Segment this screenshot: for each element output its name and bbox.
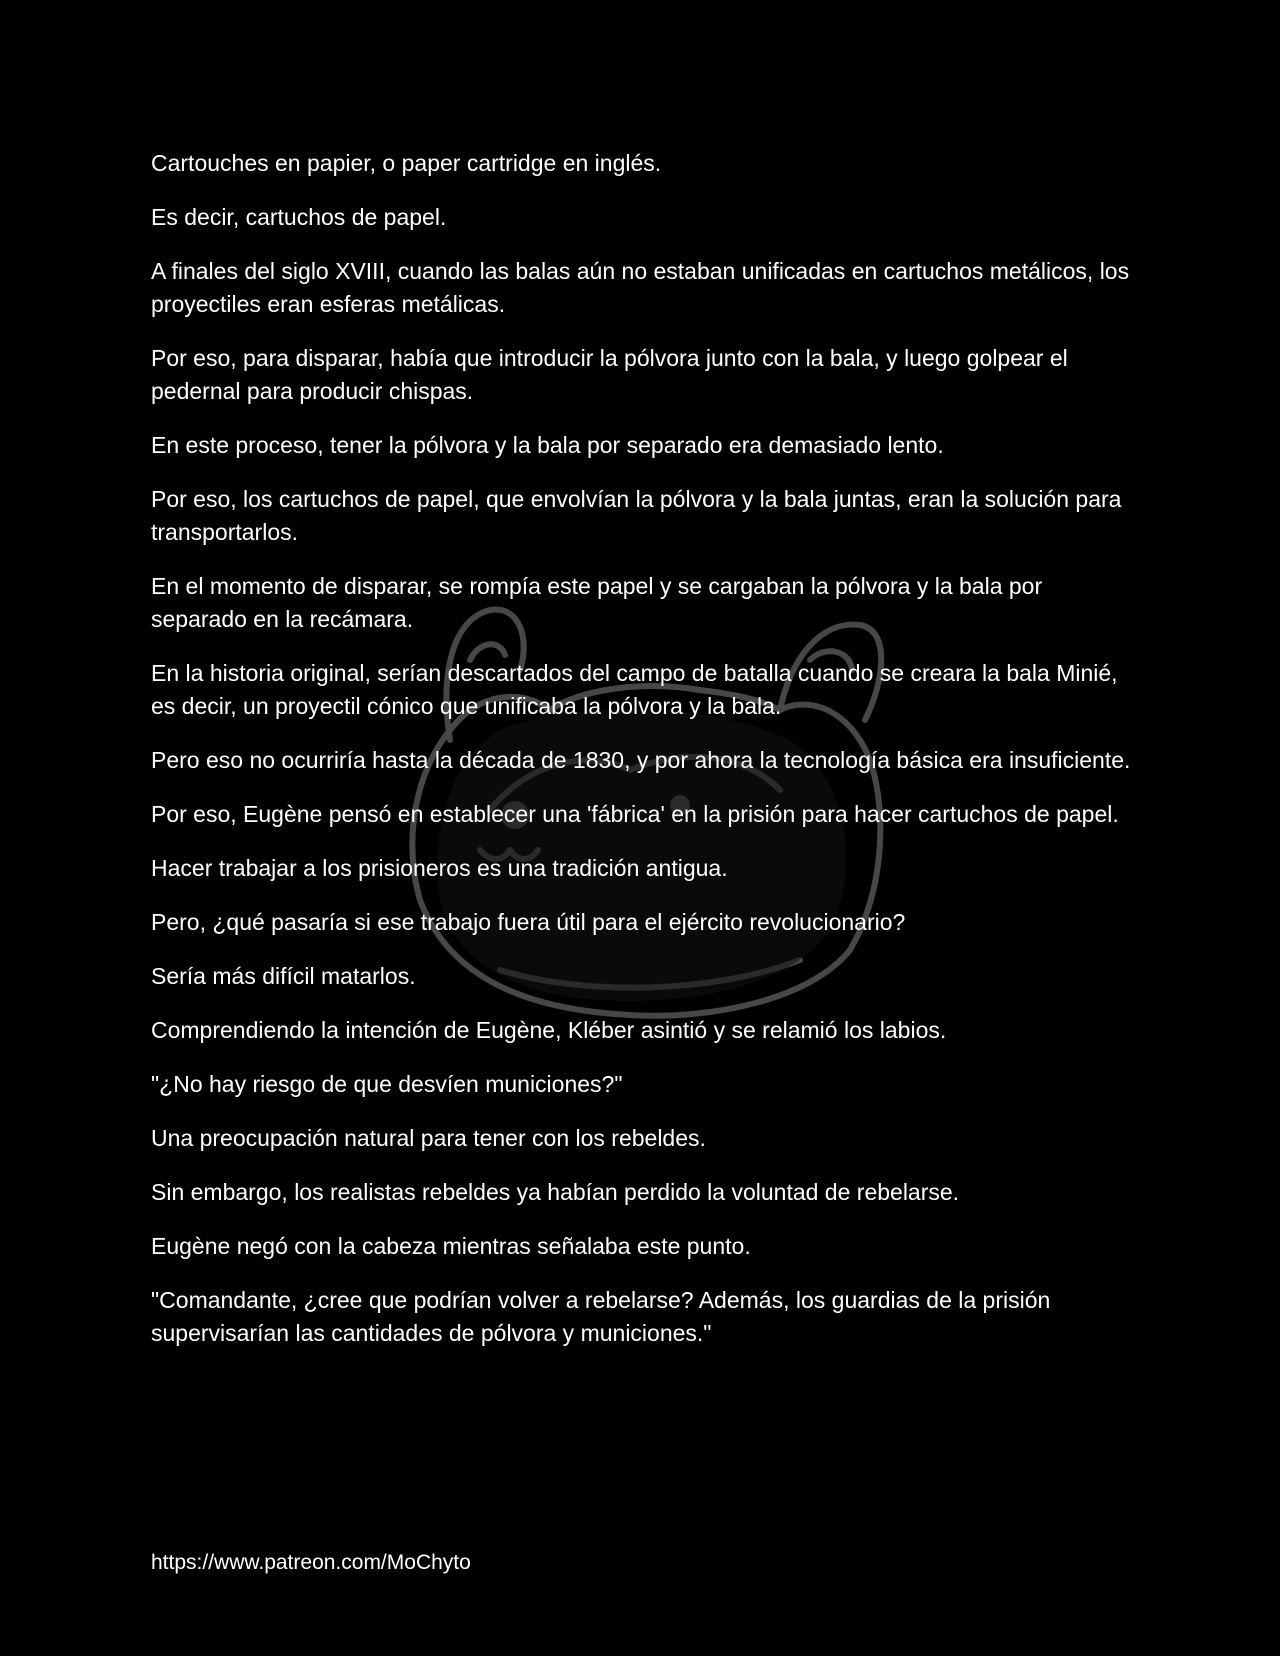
paragraph: Por eso, Eugène pensó en establecer una 'fábrica' en la prisión para hacer cartuchos de papel. — [151, 801, 1119, 827]
paragraph: Hacer trabajar a los prisioneros es una tradición antigua. — [151, 855, 728, 881]
paragraph: "Comandante, ¿cree que podrían volver a rebelarse? Además, los guardias de la prisión supervisarían las cantidades de pólvora y municiones." — [151, 1287, 1051, 1346]
paragraph: Pero, ¿qué pasaría si ese trabajo fuera útil para el ejército revolucionario? — [151, 909, 906, 935]
paragraph: "¿No hay riesgo de que desvíen municiones?" — [151, 1071, 623, 1097]
article-text — [151, 147, 1141, 1371]
paragraph: Cartouches en papier, o paper cartridge en inglés. — [151, 150, 662, 176]
paragraph: A finales del siglo XVIII, cuando las balas aún no estaban unificadas en cartuchos metálicos, los proyectiles eran esferas metálicas. — [151, 258, 1130, 317]
paragraph: Es decir, cartuchos de papel. — [151, 204, 447, 230]
patreon-link[interactable]: https://www.patreon.com/MoChyto — [151, 1551, 471, 1574]
paragraph: Por eso, para disparar, había que introducir la pólvora junto con la bala, y luego golpear el pedernal para producir chispas. — [151, 345, 1068, 404]
paragraph: Una preocupación natural para tener con los rebeldes. — [151, 1125, 706, 1151]
paragraph: Sin embargo, los realistas rebeldes ya habían perdido la voluntad de rebelarse. — [151, 1179, 960, 1205]
paragraph: En este proceso, tener la pólvora y la bala por separado era demasiado lento. — [151, 432, 944, 458]
paragraph: Pero eso no ocurriría hasta la década de 1830, y por ahora la tecnología básica era insuficiente. — [151, 747, 1131, 773]
paragraph: En la historia original, serían descartados del campo de batalla cuando se creara la bala Minié, es decir, un proyectil cónico que unificaba la pólvora y la bala. — [151, 660, 1118, 719]
paragraph: Sería más difícil matarlos. — [151, 963, 416, 989]
paragraph: Eugène negó con la cabeza mientras señalaba este punto. — [151, 1233, 751, 1259]
paragraph: Por eso, los cartuchos de papel, que envolvían la pólvora y la bala juntas, eran la solución para transportarlos. — [151, 486, 1122, 545]
paragraph: Comprendiendo la intención de Eugène, Kléber asintió y se relamió los labios. — [151, 1017, 947, 1043]
paragraph: En el momento de disparar, se rompía este papel y se cargaban la pólvora y la bala por separado en la recámara. — [151, 573, 1043, 632]
